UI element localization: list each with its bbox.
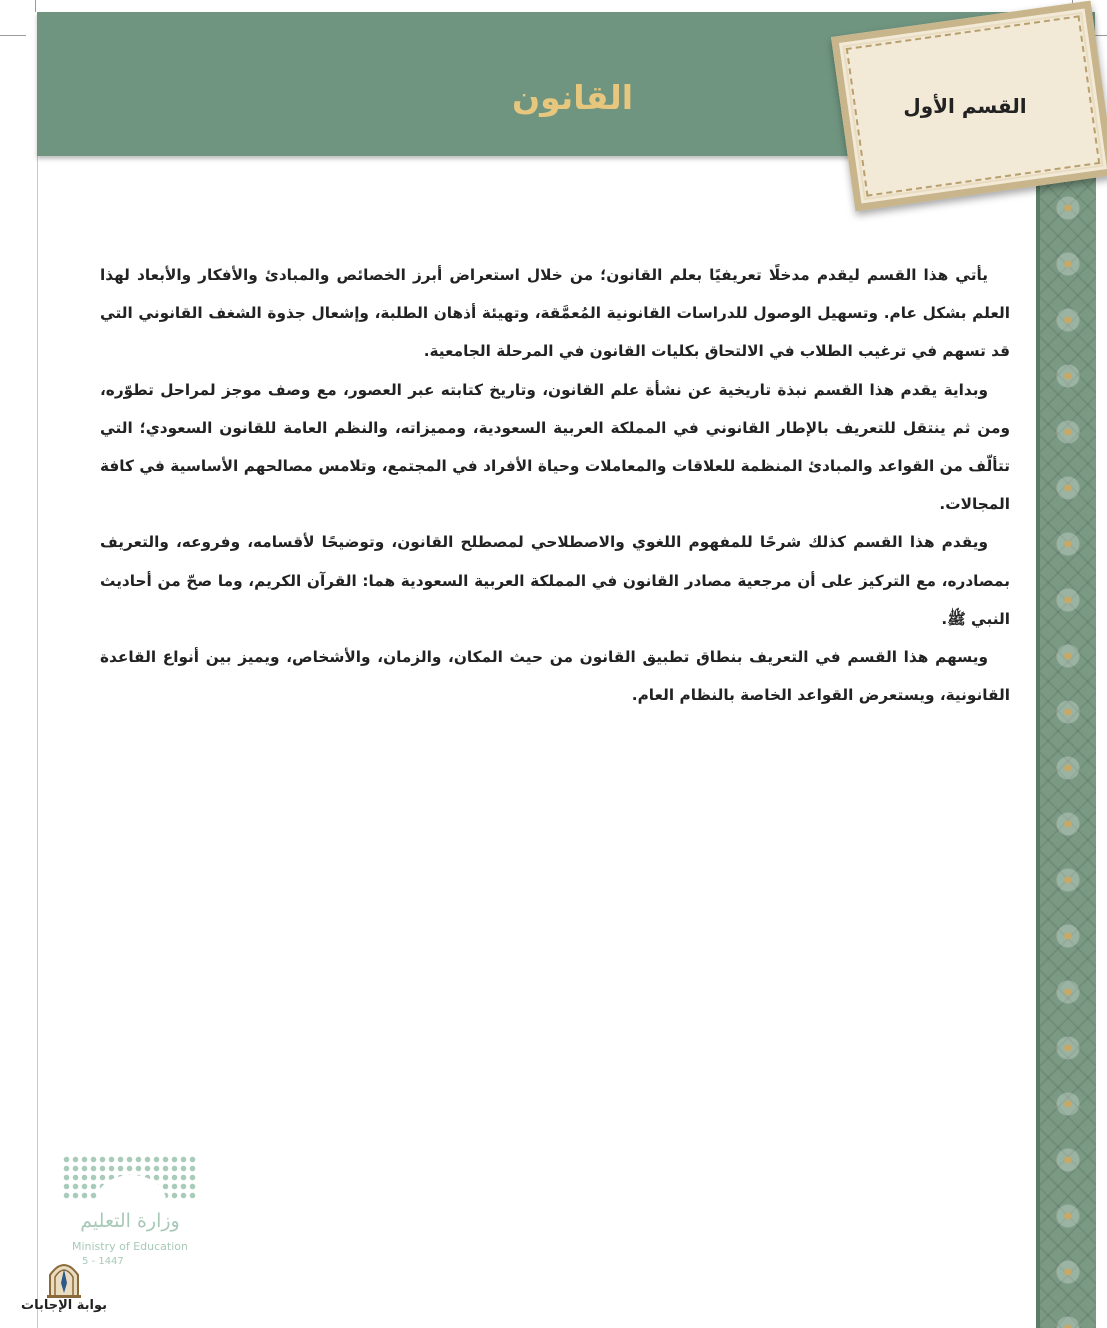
crop-mark: [0, 35, 26, 36]
section-title: القانون: [511, 78, 634, 117]
paragraph-intro: يأتي هذا القسم ليقدم مدخلًا تعريفيًا بعلم القانون؛ من خلال استعراض أبرز الخصائص والمبادئ والأفكار والأبعاد لهذا العلم بشكل عام. وتسهيل الوصول للدراسات القانونية المُعمَّقة، وتهيئة أذهان الطلبة، وإشعال جذوة الشغف القانوني التي قد تسهم في ترغيب الطلاب في الالتحاق بكليات القانون في المرحلة الجامعية.: [100, 266, 1010, 361]
ministry-year: 5 - 1447: [82, 1256, 124, 1267]
body-text: [100, 256, 1010, 714]
ministry-name-english: Ministry of Education: [71, 1240, 188, 1253]
section-label: القسم الأول: [903, 94, 1027, 118]
portal-label: بوابة الإجابات: [21, 1298, 107, 1313]
crop-mark: [35, 0, 36, 12]
paragraph-history: وبداية يقدم هذا القسم نبذة تاريخية عن نشأة علم القانون، وتاريخ كتابته عبر العصور، مع وصف موجز لمراحل تطوّره، ومن ثم ينتقل للتعريف بالإطار القانوني في المملكة العربية السعودية، ومميزاته، والنظم العامة للقانون السعودي؛ التي تتألّف من القواعد والمبادئ المنظمة للعلاقات والمعاملات وحياة الأفراد في المجتمع، وتلامس مصالحهم الأساسية في كافة المجالات.: [100, 380, 1010, 514]
ministry-name-arabic: وزارة التعليم: [80, 1210, 180, 1232]
portal-mosque-icon: [44, 1257, 84, 1299]
ornamental-side-strip: [1040, 160, 1096, 1328]
page-edge: [37, 156, 38, 1328]
paragraph-concept: ويقدم هذا القسم كذلك شرحًا للمفهوم اللغوي والاصطلاحي لمصطلح القانون، وتوضيحًا لأقسامه، وفروعه، والتعريف بمصادره، مع التركيز على أن مرجعية مصادر القانون في المملكة العربية السعودية هما: القرآن الكريم، وما صحّ من أحاديث النبي ﷺ.: [100, 533, 1010, 628]
paragraph-scope: ويسهم هذا القسم في التعريف بنطاق تطبيق القانون من حيث المكان، والزمان، والأشخاص، ويميز بين أنواع القاعدة القانونية، ويستعرض القواعد الخاصة بالنظام العام.: [100, 648, 1010, 705]
